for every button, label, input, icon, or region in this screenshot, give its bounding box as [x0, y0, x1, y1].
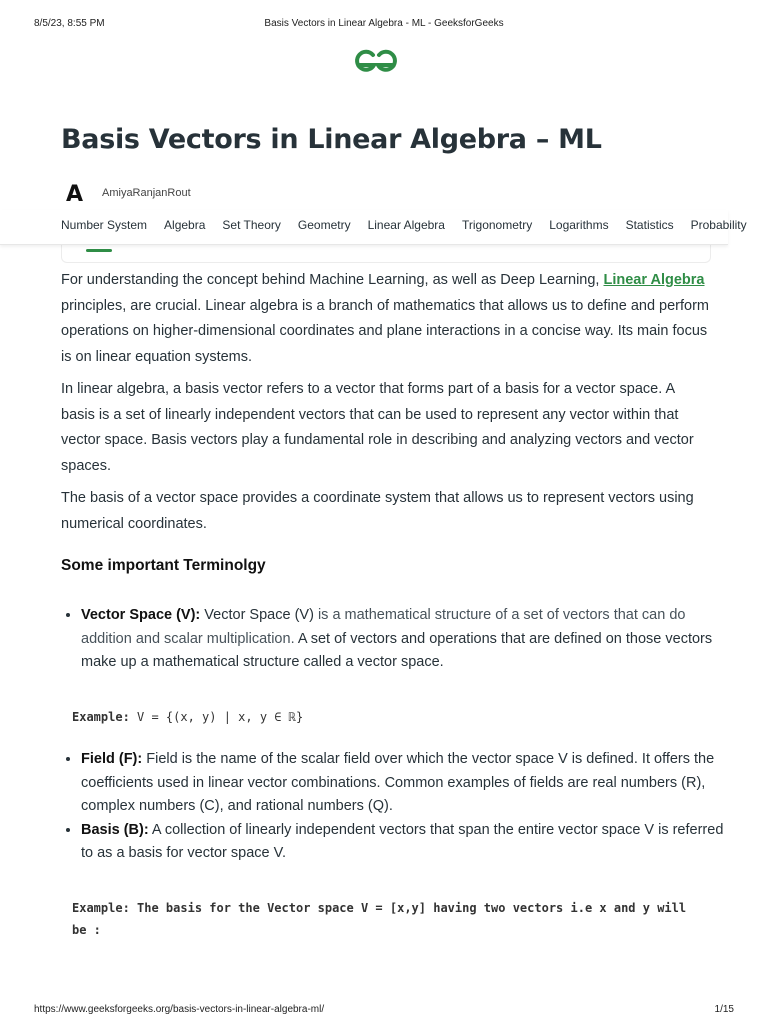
terminology-list-1 — [61, 604, 731, 675]
nav-item-algebra[interactable]: Algebra — [164, 218, 206, 232]
nav-item-logarithms[interactable]: Logarithms — [549, 218, 609, 232]
vector-space-text-c: A set of vectors and operations that are defined on those vectors make up a mathematical structure called a vector space. — [81, 630, 713, 670]
nav-item-linear-algebra[interactable]: Linear Algebra — [367, 218, 445, 232]
basis-vector-paragraph: In linear algebra, a basis vector refers to a vector that forms part of a basis for a vector space. A basis is a set of linearly independent vectors that can be used to represent any vector within that vector space. Basis vectors play a fundamental role in describing and analyzing vectors and vector spaces. — [61, 381, 694, 474]
term-vector-space: Vector Space (V): — [81, 607, 201, 623]
print-page-title: Basis Vectors in Linear Algebra - ML - GeeksforGeeks — [264, 18, 504, 29]
intro-text-before-link: For understanding the concept behind Machine Learning, as well as Deep Learning, — [61, 272, 600, 288]
example-code-1 — [72, 706, 303, 728]
example-code-2: Example: The basis for the Vector space V = [x,y] having two vectors i.e x and y will be : — [72, 901, 694, 937]
example1-code: V = {(x, y) | x, y ∈ ℝ} — [129, 710, 304, 724]
intro-paragraph — [61, 268, 711, 370]
print-datetime: 8/5/23, 8:55 PM — [34, 18, 105, 29]
nav-item-trigonometry[interactable]: Trigonometry — [461, 218, 533, 232]
field-text: Field is the name of the scalar field over which the vector space V is defined. It offers the coefficients used in linear vector combinations. Common examples of fields are real numbers (R), complex numbers (C), and rational numbers (Q). — [81, 751, 715, 814]
coordinate-system-paragraph: The basis of a vector space provides a coordinate system that allows us to represent vectors using numerical coordinates. — [61, 490, 694, 532]
nav-item-number-system[interactable]: Number System — [61, 218, 148, 232]
print-page-number: 1/15 — [714, 1004, 734, 1015]
list-item-basis — [81, 819, 731, 866]
example1-label: Example: — [72, 710, 130, 724]
nav-item-probability[interactable]: Probability — [690, 218, 747, 232]
topic-nav-bar — [0, 210, 747, 245]
list-item-field — [81, 748, 731, 819]
gfg-logo-icon[interactable] — [350, 46, 402, 74]
terminology-list-2 — [61, 748, 731, 866]
article-title: Basis Vectors in Linear Algebra – ML — [61, 124, 602, 155]
terminology-heading: Some important Terminolgy — [61, 557, 266, 574]
term-field: Field (F): — [81, 751, 143, 767]
term-basis: Basis (B): — [81, 821, 149, 838]
list-item-vector-space — [81, 604, 731, 675]
vector-space-text-a: Vector Space (V) — [200, 607, 318, 623]
author-name[interactable]: AmiyaRanjanRout — [102, 187, 191, 199]
tab-read-active-indicator — [86, 249, 112, 252]
basis-text: A collection of linearly independent vectors that span the entire vector space V is referred to as a basis for vector space V. — [81, 821, 724, 861]
nav-item-geometry[interactable]: Geometry — [297, 218, 351, 232]
article-body — [61, 268, 711, 544]
vector-space-text-b: is a mathematical structure of a set of vectors that can do addition and scalar multiplication. — [81, 607, 686, 647]
print-url: https://www.geeksforgeeks.org/basis-vectors-in-linear-algebra-ml/ — [34, 1004, 325, 1015]
linear-algebra-link[interactable]: Linear Algebra — [603, 272, 705, 288]
intro-text-after-link: principles, are crucial. Linear algebra is a branch of mathematics that allows us to define and perform operations on higher-dimensional coordinates and plane interactions in a concise way. Its main focus is on linear equation systems. — [61, 297, 709, 365]
nav-item-set-theory[interactable]: Set Theory — [222, 218, 281, 232]
nav-item-statistics[interactable]: Statistics — [625, 218, 674, 232]
author-avatar[interactable]: A — [66, 182, 84, 207]
